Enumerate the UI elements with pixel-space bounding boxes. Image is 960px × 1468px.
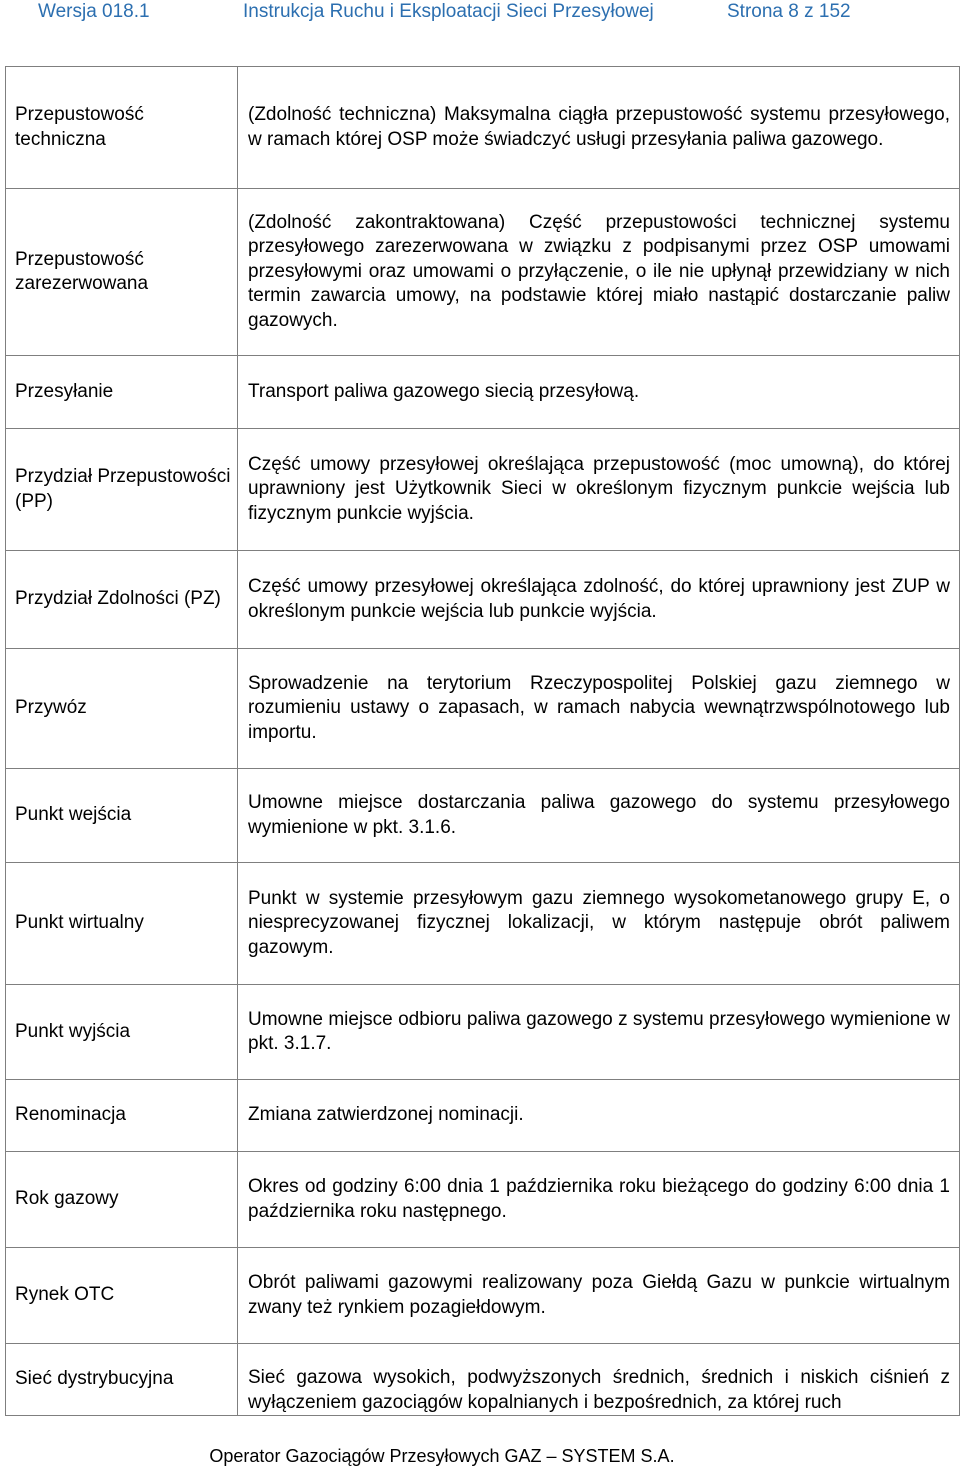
definition-term: Przesyłanie <box>6 356 238 429</box>
table-row <box>6 985 960 1080</box>
table-row <box>6 1152 960 1248</box>
definition-term: Punkt wyjścia <box>6 985 238 1080</box>
definition-description: Transport paliwa gazowego siecią przesyłową. <box>238 356 960 429</box>
definition-description: Część umowy przesyłowej określająca przepustowość (moc umowną), do której uprawniony jest Użytkownik Sieci w określonym fizycznym punkcie wejścia lub fizycznym punkcie wyjścia. <box>238 429 960 551</box>
definition-term: Przepustowość techniczna <box>6 67 238 189</box>
definition-description: Sprowadzenie na terytorium Rzeczypospolitej Polskiej gazu ziemnego w rozumieniu ustawy o zapasach, w ramach nabycia wewnątrzwspólnotowego lub importu. <box>238 649 960 769</box>
table-row <box>6 1344 960 1416</box>
definition-term: Sieć dystrybucyjna <box>6 1344 238 1416</box>
definition-term: Punkt wirtualny <box>6 863 238 985</box>
table-row <box>6 356 960 429</box>
table-row <box>6 1080 960 1152</box>
definition-term: Punkt wejścia <box>6 769 238 863</box>
definition-description: Umowne miejsce dostarczania paliwa gazowego do systemu przesyłowego wymienione w pkt. 3.1.6. <box>238 769 960 863</box>
definition-description: Punkt w systemie przesyłowym gazu ziemnego wysokometanowego grupy E, o niesprecyzowanej fizycznej lokalizacji, w którym następuje obrót paliwem gazowym. <box>238 863 960 985</box>
definition-term: Przydział Przepustowości (PP) <box>6 429 238 551</box>
definition-description: Sieć gazowa wysokich, podwyższonych średnich, średnich i niskich ciśnień z wyłączeniem gazociągów kopalnianych i bezpośrednich, za której ruch <box>238 1344 960 1416</box>
table-row <box>6 67 960 189</box>
page-header <box>0 0 960 24</box>
definition-description: Okres od godziny 6:00 dnia 1 października roku bieżącego do godziny 6:00 dnia 1 października roku następnego. <box>238 1152 960 1248</box>
definition-term: Przepustowość zarezerwowana <box>6 189 238 356</box>
definition-term: Rynek OTC <box>6 1248 238 1344</box>
table-row <box>6 189 960 356</box>
table-row <box>6 769 960 863</box>
definitions-table <box>5 66 960 1416</box>
table-row <box>6 649 960 769</box>
definition-term: Renominacja <box>6 1080 238 1152</box>
table-row <box>6 863 960 985</box>
document-title: Instrukcja Ruchu i Eksploatacji Sieci Przesyłowej <box>243 1 654 22</box>
page-number: Strona 8 z 152 <box>727 1 851 22</box>
table-row <box>6 551 960 649</box>
table-row <box>6 429 960 551</box>
definition-description: Umowne miejsce odbioru paliwa gazowego z systemu przesyłowego wymienione w pkt. 3.1.7. <box>238 985 960 1080</box>
definition-description: (Zdolność zakontraktowana) Część przepustowości technicznej systemu przesyłowego zarezerwowana w związku z podpisanymi przez OSP umowami przesyłowymi oraz umowami o przyłączenie, o ile nie upłynął przewidziany w nich termin zawarcia umowy, na podstawie której miało nastąpić dostarczanie paliw gazowych. <box>238 189 960 356</box>
table-row <box>6 1248 960 1344</box>
document-version: Wersja 018.1 <box>38 1 150 22</box>
definition-description: (Zdolność techniczna) Maksymalna ciągła przepustowość systemu przesyłowego, w ramach której OSP może świadczyć usługi przesyłania paliwa gazowego. <box>238 67 960 189</box>
definition-description: Zmiana zatwierdzonej nominacji. <box>238 1080 960 1152</box>
company-name: Operator Gazociągów Przesyłowych GAZ – SYSTEM S.A. <box>209 1446 675 1466</box>
definition-term: Przywóz <box>6 649 238 769</box>
definition-term: Rok gazowy <box>6 1152 238 1248</box>
page-footer <box>0 1444 960 1468</box>
definition-description: Część umowy przesyłowej określająca zdolność, do której uprawniony jest ZUP w określonym punkcie wejścia lub punkcie wyjścia. <box>238 551 960 649</box>
definition-description: Obrót paliwami gazowymi realizowany poza Giełdą Gazu w punkcie wirtualnym zwany też rynkiem pozagiełdowym. <box>238 1248 960 1344</box>
definition-term: Przydział Zdolności (PZ) <box>6 551 238 649</box>
